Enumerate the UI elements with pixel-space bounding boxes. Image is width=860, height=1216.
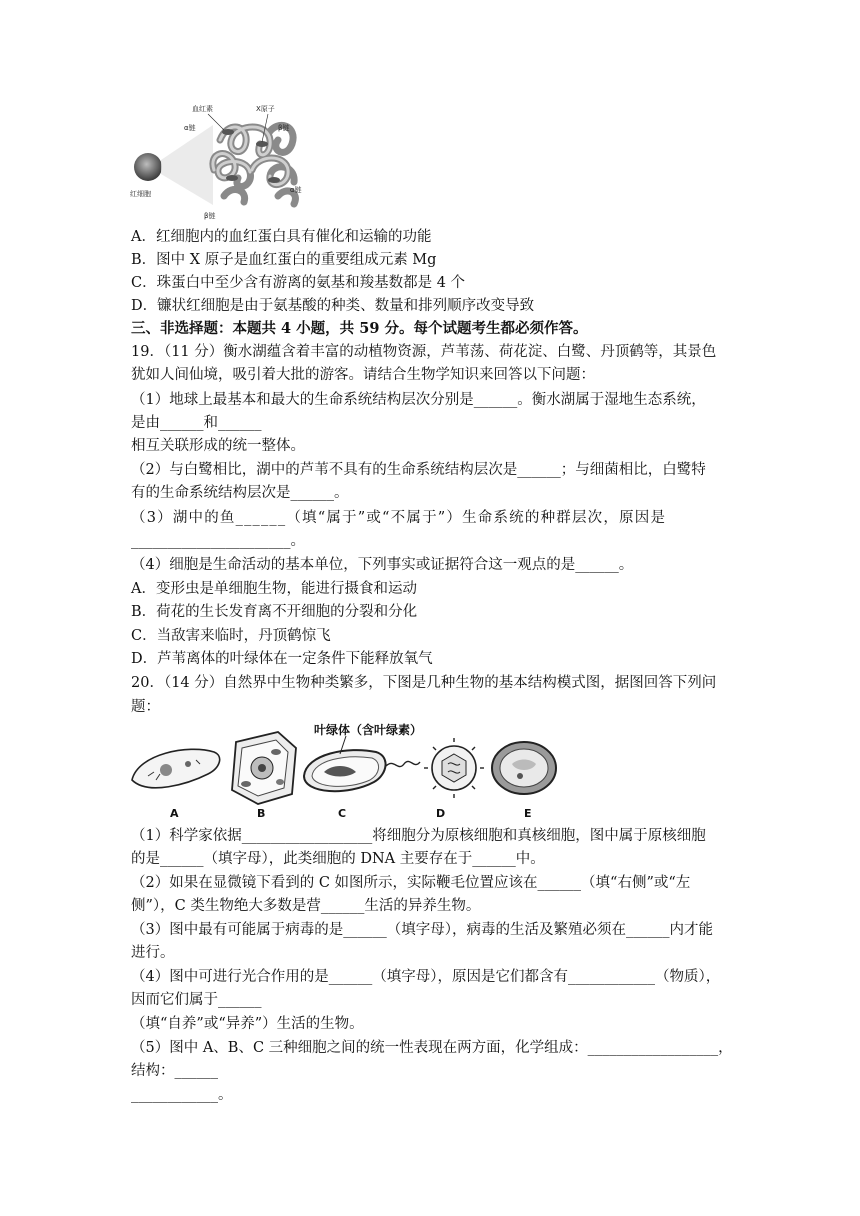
q18-option-d: D．镰状红细胞是由于氨基酸的种类、数量和排列顺序改变导致 — [131, 298, 535, 314]
paramecium-icon — [132, 749, 220, 787]
q20-intro-line: 20．（14 分）自然界中生物种类繁多，下图是几种生物的基本结构模式图，据图回答下列问 — [131, 675, 717, 691]
beta-chain-right-label: β链 — [278, 124, 290, 132]
q19-line: （4）细胞是生命活动的基本单位，下列事实或证据符合这一观点的是______。 — [131, 557, 634, 573]
q20-line: 的是______（填字母），此类细胞的 DNA 主要存在于______中。 — [131, 851, 545, 867]
q19-option-a: A．变形虫是单细胞生物，能进行摄食和运动 — [131, 581, 417, 597]
q18-option-b: B．图中 X 原子是血红蛋白的重要组成元素 Mg — [131, 252, 437, 268]
q20-line: （4）图中可进行光合作用的是______（填字母），原因是它们都含有____________（物质）， — [131, 969, 721, 985]
rbc-label: 红细胞 — [130, 190, 151, 198]
q20-line: 进行。 — [131, 945, 175, 961]
caption-e: E — [524, 807, 532, 820]
q19-option-d: D．芦苇离体的叶绿体在一定条件下能释放氧气 — [131, 651, 433, 667]
q19-line: 相互关联形成的统一整体。 — [131, 438, 305, 454]
alpha-chain-left-label: α链 — [184, 124, 196, 132]
red-blood-cell-icon — [134, 153, 162, 181]
q20-line: （3）图中最有可能属于病毒的是______（填字母），病毒的生活及繁殖必须在______内才能 — [131, 922, 713, 938]
heme-label: 血红素 — [192, 105, 213, 113]
q19-option-c: C．当敌害来临时，丹顶鹤惊飞 — [131, 628, 331, 644]
beta-chain-bottom-label: β链 — [204, 212, 216, 220]
q19-line: 犹如人间仙境，吸引着大批的游客。请结合生物学知识来回答以下问题： — [131, 367, 595, 383]
chloroplast-label: 叶绿体（含叶绿素） — [314, 723, 423, 737]
round-cell-icon — [492, 742, 556, 794]
q20-line: （2）如果在显微镜下看到的 C 如图所示，实际鞭毛位置应该在______（填“右侧”或“左 — [131, 875, 691, 891]
q19-option-b: B．荷花的生长发育离不开细胞的分裂和分化 — [131, 604, 418, 620]
x-atom-label: X原子 — [256, 105, 275, 113]
q19-line: （1）地球上最基本和最大的生命系统结构层次分别是______。衡水湖属于湿地生态系统， — [131, 392, 706, 408]
q19-line: 是由______和______ — [131, 415, 262, 431]
q20-line: 因而它们属于______ — [131, 992, 262, 1008]
q20-line: 侧”），C 类生物绝大多数是营______生活的异养生物。 — [131, 898, 481, 914]
plant-cell-icon — [232, 732, 296, 804]
q19-line: （3）湖中的鱼______（填“属于”或“不属于”）生命系统的种群层次，原因是 — [131, 510, 667, 526]
q20-line: （5）图中 A、B、C 三种细胞之间的统一性表现在两方面，化学组成：__________________， — [131, 1040, 733, 1056]
organisms-figure — [128, 718, 578, 820]
q19-line: 19．（11 分）衡水湖蕴含着丰富的动植物资源，芦苇荡、荷花淀、白鹭、丹顶鹤等，其景色 — [131, 344, 717, 360]
caption-c: C — [338, 807, 347, 820]
section-heading: 三、非选择题：本题共 4 小题，共 59 分。每个试题考生都必须作答。 — [131, 320, 588, 337]
q20-intro-line: 题： — [131, 699, 160, 715]
q19-line: ______________________。 — [131, 533, 305, 549]
bacterium-icon — [304, 750, 420, 791]
caption-a: A — [170, 807, 179, 820]
q18-option-c: C．珠蛋白中至少含有游离的氨基和羧基数都是 4 个 — [131, 275, 466, 291]
q19-line: 有的生命系统结构层次是______。 — [131, 485, 349, 501]
q20-line: 结构：______ — [131, 1063, 218, 1079]
q18-option-a: A．红细胞内的血红蛋白具有催化和运输的功能 — [131, 229, 432, 245]
q19-line: （2）与白鹭相比，湖中的芦苇不具有的生命系统结构层次是______；与细菌相比，白鹭特 — [131, 462, 706, 478]
caption-d: D — [436, 807, 446, 820]
caption-b: B — [257, 807, 266, 820]
alpha-chain-right-label: α链 — [290, 186, 302, 194]
q20-line: ____________。 — [131, 1087, 233, 1103]
virus-icon — [424, 738, 484, 798]
q20-line: （填“自养”或“异养”）生活的生物。 — [131, 1016, 364, 1032]
q20-line: （1）科学家依据__________________将细胞分为原核细胞和真核细胞，图中属于原核细胞 — [131, 828, 706, 844]
hemoglobin-figure — [128, 100, 318, 222]
